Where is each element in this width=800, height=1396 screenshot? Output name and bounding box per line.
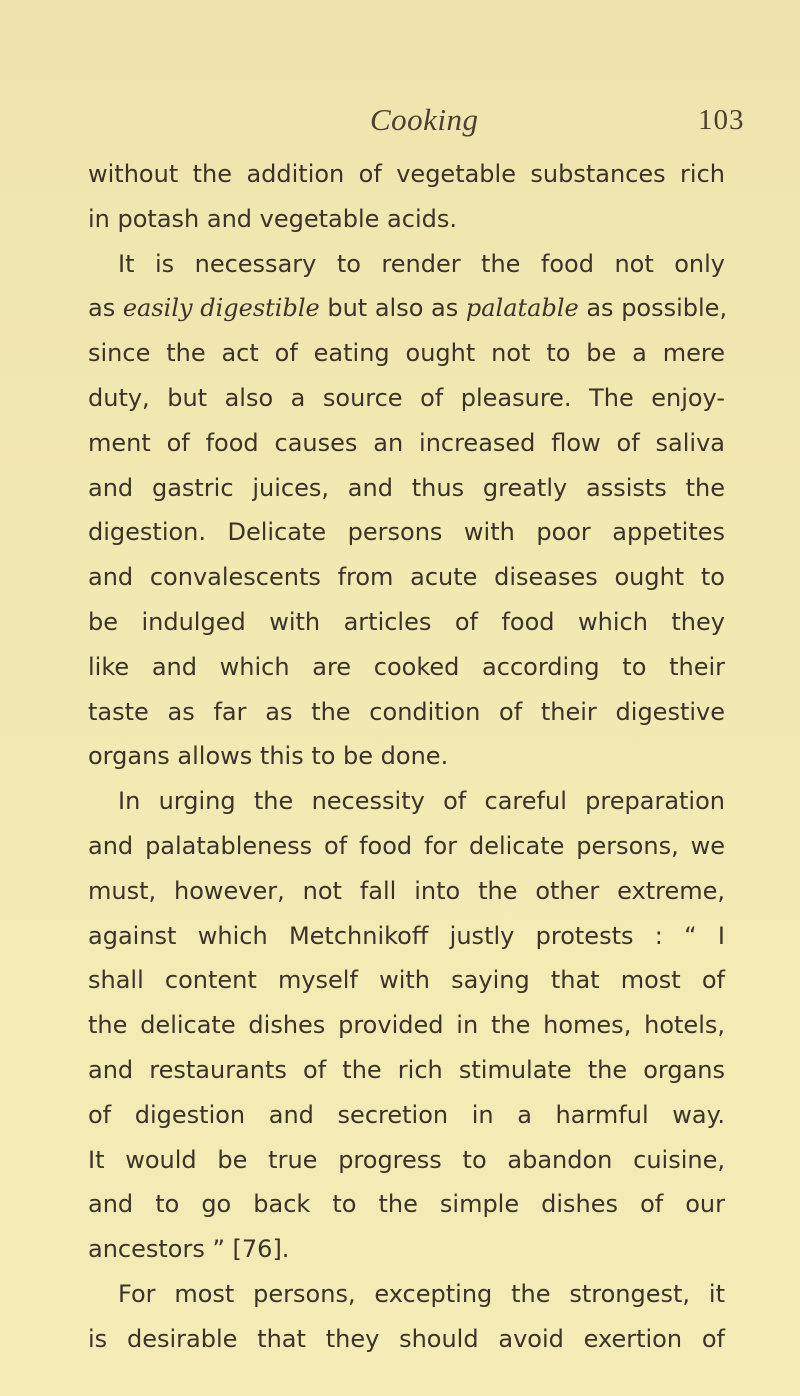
text-line: and to go back to the simple dishes of our [88,1190,725,1219]
body-text [88,152,728,1362]
text-line: and restaurants of the rich stimulate the organs [88,1055,725,1084]
text-line: since the act of eating ought not to be a mere [88,339,725,368]
text-line: shall content myself with saying that most of [88,966,725,995]
text-line: In urging the necessity of careful preparation [118,787,725,816]
text-line: of digestion and secretion in a harmful way. [88,1100,725,1129]
text-line: and gastric juices, and thus greatly assists the [88,473,725,502]
text-line: the delicate dishes provided in the homes, hotels, [88,1011,725,1040]
text-line: like and which are cooked according to their [88,652,725,681]
text-line: It would be true progress to abandon cuisine, [88,1145,725,1174]
text-run: but also as [319,294,466,323]
text-line: and palatableness of food for delicate persons, we [88,831,725,860]
running-head [0,102,800,142]
text-line: without the addition of vegetable substances rich [88,160,725,188]
text-line [88,286,728,331]
text-line: be indulged with articles of food which they [88,607,725,636]
text-run: as [88,294,123,323]
text-line: It is necessary to render the food not only [118,249,725,278]
text-line: digestion. Delicate persons with poor appetites [88,518,725,547]
text-line: For most persons, excepting the strongest, it [118,1279,725,1308]
text-line: organs allows this to be done. [88,742,449,771]
text-run: as possible, [578,294,728,323]
text-line: must, however, not fall into the other extreme, [88,876,725,905]
text-line: in potash and vegetable acids. [88,204,457,233]
italic-phrase: easily digestible [122,294,320,323]
italic-phrase: palatable [465,294,579,323]
text-line: is desirable that they should avoid exertion of [88,1324,725,1353]
text-line: taste as far as the condition of their digestive [88,697,725,726]
text-line: ancestors ” [76]. [88,1235,290,1264]
text-line: and convalescents from acute diseases ought to [88,563,725,592]
text-line: duty, but also a source of pleasure. The enjoy- [88,383,725,412]
page-number: 103 [698,104,745,136]
running-title: Cooking [370,102,479,137]
text-line: ment of food causes an increased flow of saliva [88,428,725,457]
text-line: against which Metchnikoff justly protests : “ I [88,921,725,950]
